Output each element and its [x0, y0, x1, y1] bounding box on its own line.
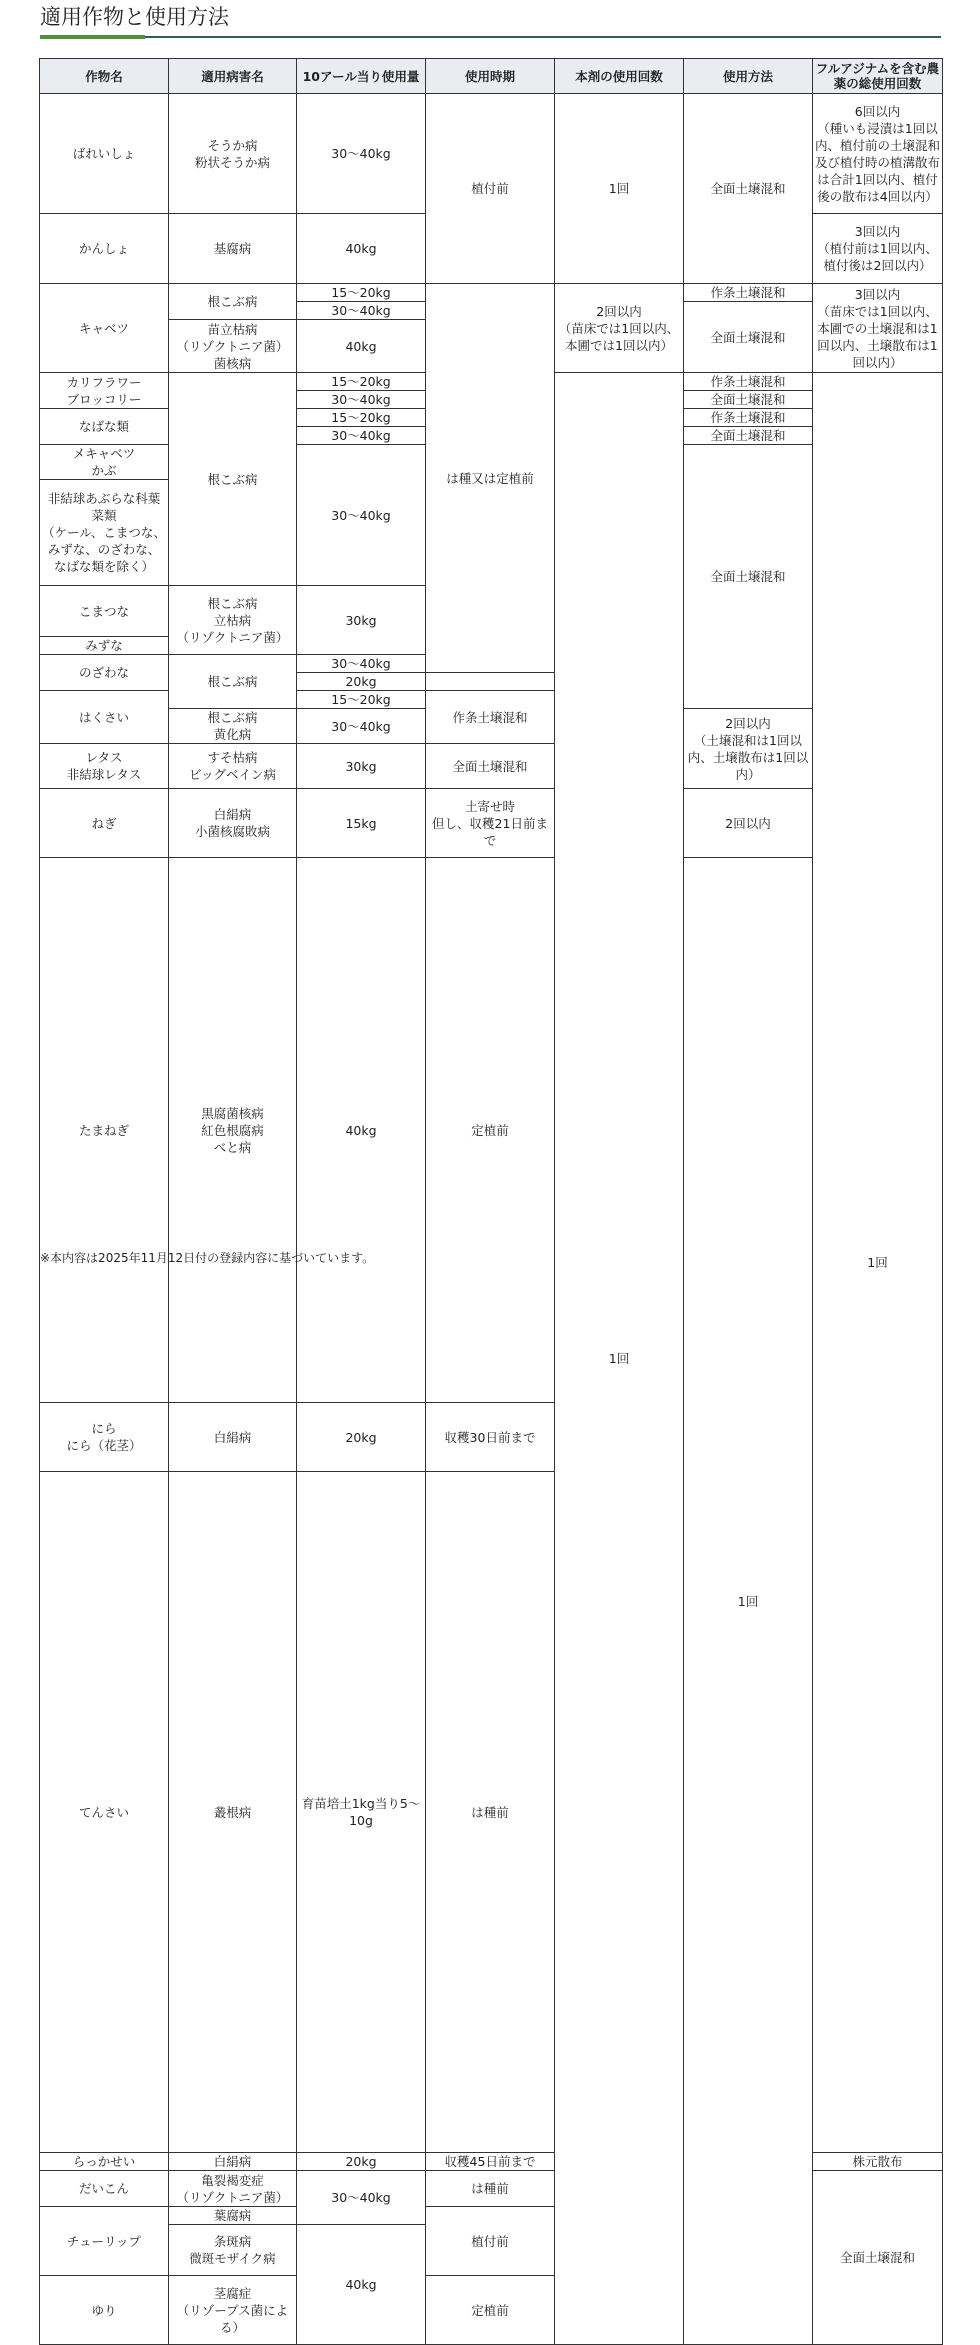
- timing-cell: 定植前: [426, 2276, 555, 2345]
- crop-cell: キャベツ: [40, 284, 169, 373]
- crop-cell: みずな: [40, 637, 169, 655]
- method-cell: 作条土壌混和: [684, 373, 813, 391]
- amount-cell: 15kg: [297, 789, 426, 858]
- crop-cell: だいこん: [40, 2171, 169, 2207]
- amount-cell: 30～40kg: [297, 94, 426, 214]
- amount-cell: 30～40kg: [297, 427, 426, 445]
- footnote: ※本内容は2025年11月12日付の登録内容に基づいています。: [40, 1251, 375, 1265]
- crop-cell: メキャベツ かぶ: [40, 445, 169, 480]
- crop-cell: なばな類: [40, 409, 169, 445]
- timing-cell: 植付前: [426, 94, 555, 284]
- crop-cell: こまつな: [40, 586, 169, 637]
- timing-cell: 土寄せ時 但し、収穫21日前まで: [426, 789, 555, 858]
- method-cell: 全面土壌混和: [684, 427, 813, 445]
- amount-cell: 15～20kg: [297, 409, 426, 427]
- amount-cell: 育苗培土1kg当り5～10g: [297, 1472, 426, 2153]
- disease-cell: 条斑病 微斑モザイク病: [169, 2225, 297, 2276]
- total-cell: 3回以内 （苗床では1回以内、本圃での土壌混和は1回以内、土壌散布は1回以内）: [813, 284, 943, 373]
- header-crop: 作物名: [40, 59, 169, 94]
- timing-cell: は種又は定植前: [426, 284, 555, 673]
- crop-cell: たまねぎ: [40, 858, 169, 1403]
- method-cell: 作条土壌混和: [426, 691, 555, 744]
- amount-cell: 15～20kg: [297, 284, 426, 302]
- amount-cell: 20kg: [297, 2153, 426, 2171]
- method-cell: 全面土壌混和: [684, 302, 813, 373]
- disease-cell: 葉腐病: [169, 2207, 297, 2225]
- total-cell: 3回以内 （植付前は1回以内、植付後は2回以内）: [813, 214, 943, 284]
- disease-cell: 黒腐菌核病 紅色根腐病 べと病: [169, 858, 297, 1403]
- disease-cell: 根こぶ病: [169, 284, 297, 320]
- header-disease: 適用病害名: [169, 59, 297, 94]
- amount-cell: 40kg: [297, 2225, 426, 2345]
- timing-cell: 定植前: [426, 858, 555, 1403]
- amount-cell: 30～40kg: [297, 445, 426, 586]
- amount-cell: 20kg: [297, 1403, 426, 1472]
- timing-cell: 植付前: [426, 2207, 555, 2276]
- timing-cell: 収穫30日前まで: [426, 1403, 555, 1472]
- timing-cell: は種前: [426, 1472, 555, 2153]
- amount-cell: 30～40kg: [297, 302, 426, 320]
- disease-cell: 基腐病: [169, 214, 297, 284]
- disease-cell: 亀裂褐変症 （リゾクトニア菌）: [169, 2171, 297, 2207]
- title-underline: [40, 36, 941, 38]
- amount-cell: 20kg: [297, 673, 426, 691]
- crop-cell: はくさい: [40, 691, 169, 744]
- header-count: 本剤の使用回数: [555, 59, 684, 94]
- total-cell: 1回: [813, 373, 943, 2153]
- amount-cell: 30～40kg: [297, 2171, 426, 2225]
- disease-cell: 白絹病: [169, 1403, 297, 1472]
- disease-cell: 根こぶ病 立枯病 （リゾクトニア菌）: [169, 586, 297, 655]
- crop-cell: らっかせい: [40, 2153, 169, 2171]
- header-amount: 10アール当り使用量: [297, 59, 426, 94]
- crop-cell: チューリップ: [40, 2207, 169, 2276]
- amount-cell: 30～40kg: [297, 709, 426, 744]
- disease-cell: 根こぶ病: [169, 373, 297, 586]
- amount-cell: 40kg: [297, 858, 426, 1403]
- method-cell: 株元散布: [813, 2153, 943, 2171]
- disease-cell: 白絹病 小菌核腐敗病: [169, 789, 297, 858]
- crop-cell: かんしょ: [40, 214, 169, 284]
- total-cell: 2回以内 （土壌混和は1回以内、土壌散布は1回以内）: [684, 709, 813, 789]
- method-cell: 全面土壌混和: [684, 391, 813, 409]
- method-cell: 作条土壌混和: [684, 409, 813, 427]
- count-cell: 2回以内: [684, 789, 813, 858]
- amount-cell: 30kg: [297, 744, 426, 789]
- timing-cell: 収穫45日前まで: [426, 2153, 555, 2171]
- disease-cell: 白絹病: [169, 2153, 297, 2171]
- method-cell: 全面土壌混和: [426, 744, 555, 789]
- header-timing: 使用時期: [426, 59, 555, 94]
- amount-cell: 15～20kg: [297, 691, 426, 709]
- count-cell: 1回: [555, 373, 684, 2345]
- crop-cell: にら にら（花茎）: [40, 1403, 169, 1472]
- amount-cell: 15～20kg: [297, 373, 426, 391]
- application-table: [39, 58, 943, 2345]
- amount-cell: 40kg: [297, 320, 426, 373]
- disease-cell: 叢根病: [169, 1472, 297, 2153]
- method-cell: 全面土壌混和: [813, 2171, 943, 2345]
- amount-cell: 40kg: [297, 214, 426, 284]
- timing-cell: は種前: [426, 2171, 555, 2207]
- disease-cell: そうか病 粉状そうか病: [169, 94, 297, 214]
- method-cell: 作条土壌混和: [684, 284, 813, 302]
- header-method: 使用方法: [684, 59, 813, 94]
- amount-cell: 30～40kg: [297, 655, 426, 673]
- crop-cell: のざわな: [40, 655, 169, 691]
- amount-cell: 30～40kg: [297, 391, 426, 409]
- crop-cell: カリフラワー ブロッコリー: [40, 373, 169, 409]
- disease-cell: 茎腐症 （リゾープス菌による）: [169, 2276, 297, 2345]
- count-cell: 2回以内 （苗床では1回以内、本圃では1回以内）: [555, 284, 684, 373]
- crop-cell: てんさい: [40, 1472, 169, 2153]
- header-total: フルアジナムを含む農薬の総使用回数: [813, 59, 943, 94]
- amount-cell: 30kg: [297, 586, 426, 655]
- crop-cell: ねぎ: [40, 789, 169, 858]
- method-cell: 全面土壌混和: [684, 445, 813, 709]
- title-accent-bar: [40, 35, 145, 39]
- disease-cell: 苗立枯病 （リゾクトニア菌） 菌核病: [169, 320, 297, 373]
- count-cell: 1回: [555, 94, 684, 284]
- disease-cell: 根こぶ病 黄化病: [169, 709, 297, 744]
- crop-cell: ばれいしょ: [40, 94, 169, 214]
- disease-cell: すそ枯病 ビッグベイン病: [169, 744, 297, 789]
- page-title: 適用作物と使用方法: [40, 5, 229, 29]
- crop-cell: 非結球あぶらな科葉菜類 （ケール、こまつな、みずな、のざわな、なばな類を除く）: [40, 480, 169, 586]
- total-cell: 6回以内 （種いも浸漬は1回以内、植付前の土壌混和及び植付時の植溝散布は合計1回以内、植付後の散布は4回以内）: [813, 94, 943, 214]
- count-cell: 1回: [684, 858, 813, 2345]
- crop-cell: レタス 非結球レタス: [40, 744, 169, 789]
- method-cell: 全面土壌混和: [684, 94, 813, 284]
- disease-cell: 根こぶ病: [169, 655, 297, 709]
- crop-cell: ゆり: [40, 2276, 169, 2345]
